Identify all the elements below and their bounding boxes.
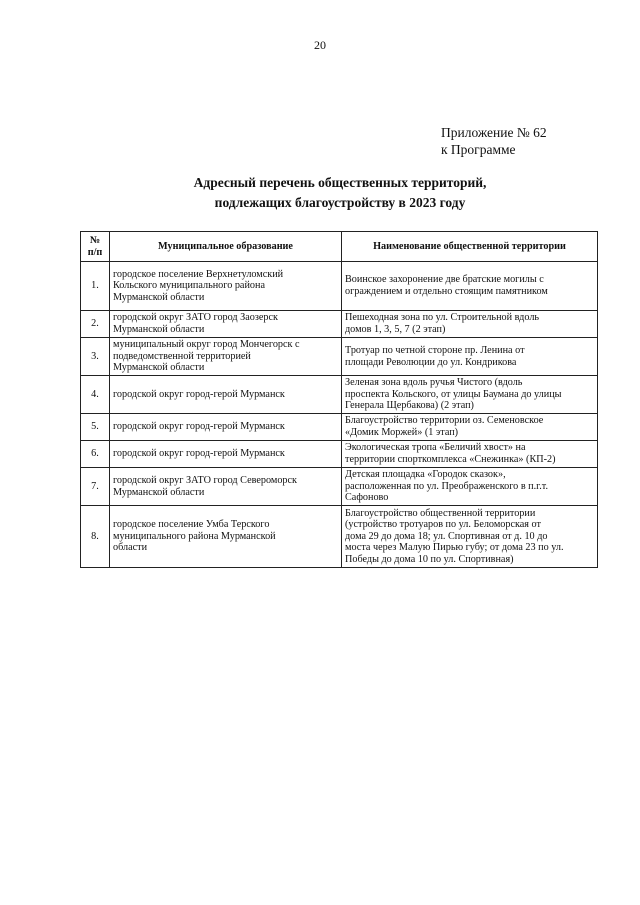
table-row	[81, 338, 598, 376]
appendix-number: Приложение № 62	[441, 125, 547, 140]
row-territory: Благоустройство территории оз. Семеновское «Домик Моржей» (1 этап)	[342, 414, 598, 441]
header-territory: Наименование общественной территории	[342, 232, 598, 262]
appendix-program: к Программе	[441, 142, 516, 157]
row-municipality: городской округ ЗАТО город Североморск Мурманской области	[110, 468, 342, 506]
row-municipality: городское поселение Умба Терского муниципального района Мурманской области	[110, 506, 342, 568]
row-number: 3.	[81, 338, 110, 376]
row-territory: Детская площадка «Городок сказок», расположенная по ул. Преображенского в п.г.т. Сафоново	[342, 468, 598, 506]
table-row	[81, 262, 598, 311]
row-territory: Воинское захоронение две братские могилы с ограждением и отдельно стоящим памятником	[342, 262, 598, 311]
table-row	[81, 506, 598, 568]
page-number: 20	[314, 38, 326, 52]
table-row	[81, 441, 598, 468]
row-municipality: городской округ город-герой Мурманск	[110, 414, 342, 441]
row-territory: Тротуар по четной стороне пр. Ленина от площади Революции до ул. Кондрикова	[342, 338, 598, 376]
row-number: 6.	[81, 441, 110, 468]
row-number: 1.	[81, 262, 110, 311]
row-municipality: городской округ город-герой Мурманск	[110, 376, 342, 414]
row-number: 4.	[81, 376, 110, 414]
row-territory: Экологическая тропа «Беличий хвост» на территории спорткомплекса «Снежинка» (КП-2)	[342, 441, 598, 468]
header-municipality: Муниципальное образование	[110, 232, 342, 262]
row-number: 2.	[81, 311, 110, 338]
table-header-row	[81, 232, 598, 262]
territories-table	[80, 231, 598, 568]
row-number: 8.	[81, 506, 110, 568]
row-number: 5.	[81, 414, 110, 441]
table-row	[81, 376, 598, 414]
table-row	[81, 468, 598, 506]
row-municipality: муниципальный округ город Мончегорск с подведомственной территорией Мурманской области	[110, 338, 342, 376]
row-municipality: городской округ город-герой Мурманск	[110, 441, 342, 468]
document-title	[0, 173, 640, 213]
row-territory: Пешеходная зона по ул. Строительной вдоль домов 1, 3, 5, 7 (2 этап)	[342, 311, 598, 338]
header-number: № п/п	[81, 232, 110, 262]
row-municipality: городское поселение Верхнетуломский Кольского муниципального района Мурманской области	[110, 262, 342, 311]
document-title-line-2: подлежащих благоустройству в 2023 году	[214, 195, 466, 210]
row-municipality: городской округ ЗАТО город Заозерск Мурманской области	[110, 311, 342, 338]
row-number: 7.	[81, 468, 110, 506]
table-row	[81, 414, 598, 441]
row-territory: Благоустройство общественной территории (устройство тротуаров по ул. Беломорская от дома 29 до дома 18; ул. Спортивная от д. 10 до моста через Малую Пирью губу; от дома 23 по ул. Победы до дома 10 по ул. Спортивная)	[342, 506, 598, 568]
appendix-reference	[441, 124, 547, 158]
row-territory: Зеленая зона вдоль ручья Чистого (вдоль проспекта Кольского, от улицы Баумана до улицы Генерала Щербакова) (2 этап)	[342, 376, 598, 414]
document-title-line-1: Адресный перечень общественных территорий,	[193, 175, 487, 190]
table-row	[81, 311, 598, 338]
